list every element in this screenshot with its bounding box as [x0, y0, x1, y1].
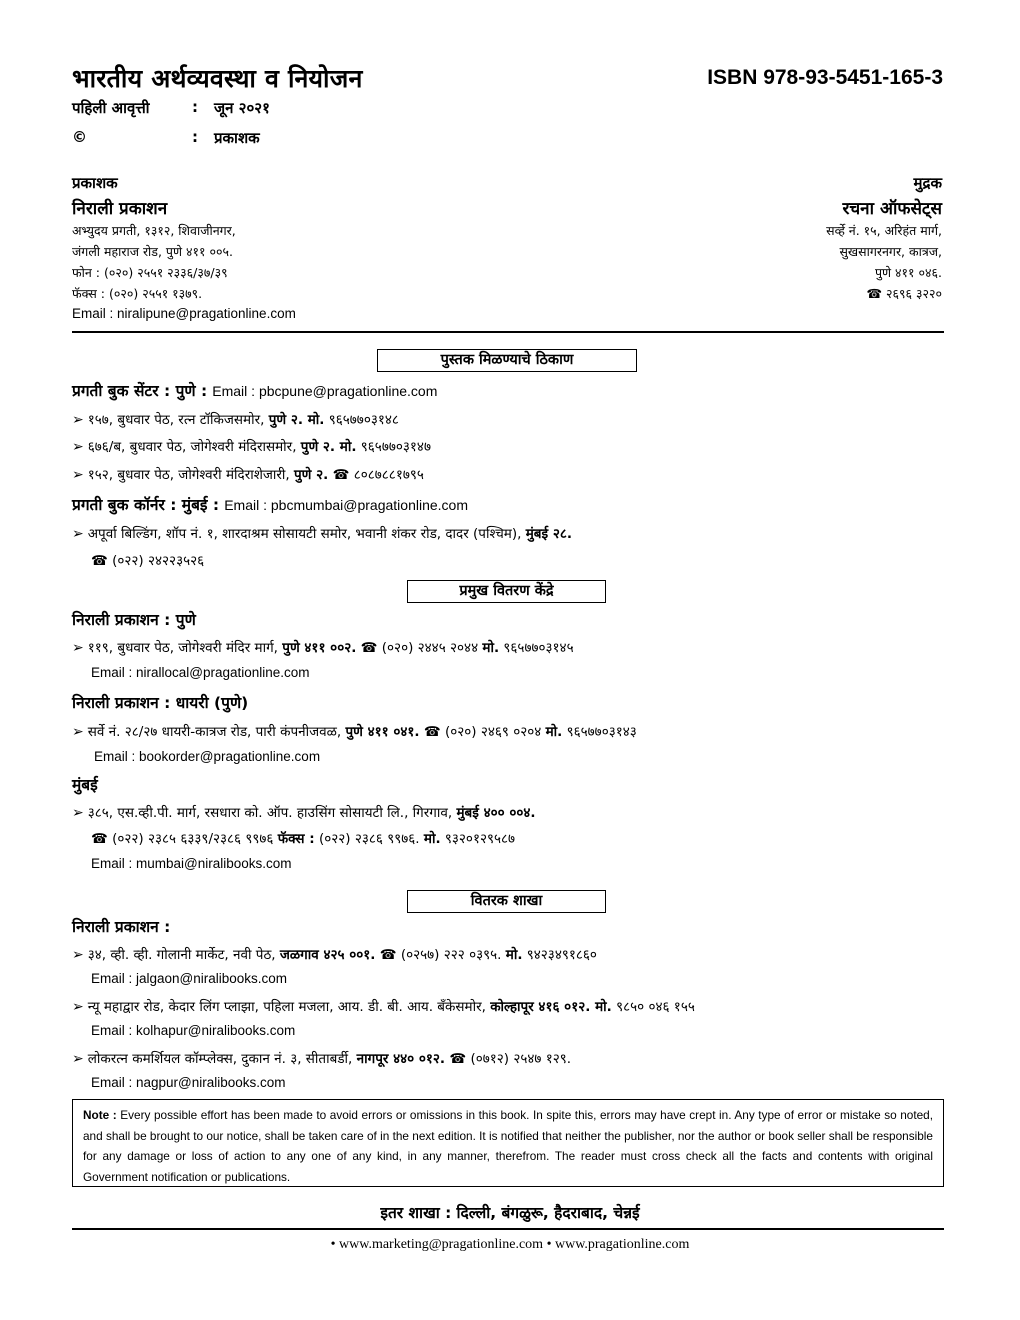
- item-rest: ९६५७७०३१४८: [324, 412, 399, 428]
- nagpur-email: Email : nagpur@niralibooks.com: [91, 1075, 286, 1090]
- item-mobile: ९६५७७०३१४५: [499, 640, 574, 656]
- publisher-name: निराली प्रकाशन: [72, 199, 168, 219]
- list-item: [72, 722, 637, 740]
- mumbai-title: मुंबई: [72, 776, 98, 794]
- printer-address-3: पुणे ४११ ०४६.: [874, 265, 942, 280]
- list-item: [72, 803, 536, 821]
- copyright-icon: ©: [72, 128, 87, 146]
- publisher-label: प्रकाशक: [72, 174, 118, 192]
- kolhapur-email: Email : kolhapur@niralibooks.com: [91, 1023, 296, 1038]
- list-item: [72, 945, 597, 963]
- publisher-email: Email : niralipune@pragationline.com: [72, 306, 296, 321]
- printer-address-1: सर्व्हे नं. १५, अरिहंत मार्ग,: [826, 223, 942, 238]
- mumbai-phone: ☎ (०२२) २३८५ ६३३९/२३८६ ९९७६: [91, 831, 278, 847]
- item-bold: कोल्हापूर ४१६ ०१२. मो.: [490, 999, 612, 1015]
- arrow-bullet-icon: ➢: [72, 1051, 84, 1067]
- item-bold: पुणे २. मो.: [268, 412, 325, 428]
- nirali-dhayari-email: Email : bookorder@pragationline.com: [94, 749, 321, 764]
- note-label: Note :: [83, 1108, 117, 1122]
- item-mobile: ९४२३४९१८६०: [522, 947, 597, 963]
- arrow-bullet-icon: ➢: [72, 526, 84, 542]
- distribution-heading-box: प्रमुख वितरण केंद्रे: [407, 580, 606, 603]
- item-text: १५७, बुधवार पेठ, रत्न टॉकिजसमोर,: [87, 412, 269, 428]
- item-rest: ☎ ८०८७८८१७९५: [328, 467, 424, 483]
- list-item: [72, 638, 574, 656]
- printer-phone: २६९६ ३२२०: [886, 286, 942, 301]
- book-title: भारतीय अर्थव्यवस्था व नियोजन: [72, 64, 363, 93]
- nirali-dhayari-title: निराली प्रकाशन : धायरी (पुणे): [72, 694, 249, 712]
- pragati-pune-heading: [72, 379, 437, 401]
- note-text: Every possible effort has been made to avoid errors or omissions in this book. In spite this, errors may have crept in. Any type of error or mistake so noted, and shall be brought to our notice, shall be taken care of in the next edition. It is notified that neither the publisher, nor the author or book seller shall be responsible for any damage or loss of action to any one of any kind, in any manner, therefrom. The reader must cross check all the facts and contents with original Government notification or publications.: [83, 1108, 933, 1184]
- list-item: [72, 997, 695, 1015]
- pragati-mumbai-phone: ☎ (०२२) २४२२३५२६: [91, 553, 205, 569]
- list-item: [72, 1049, 571, 1067]
- item-phone: ☎ (०७१२) २५४७ १२९.: [445, 1051, 572, 1067]
- mumbai-fax: (०२२) २३८६ ९९७६.: [314, 831, 424, 847]
- item-bold: मुंबई ४०० ००४.: [456, 805, 536, 821]
- disclaimer-note: [72, 1099, 944, 1187]
- pragati-mumbai-heading: [72, 493, 468, 515]
- mumbai-mobile: ९३२०१२९५८७: [440, 831, 516, 847]
- list-item: [72, 437, 431, 455]
- copyright-value: प्रकाशक: [214, 129, 260, 147]
- item-bold: मुंबई २८.: [525, 526, 572, 542]
- mobile-label: मो.: [423, 831, 441, 847]
- item-bold: पुणे ४११ ०४१.: [345, 724, 420, 740]
- pragati-pune-email: Email : pbcpune@pragationline.com: [212, 383, 438, 399]
- arrow-bullet-icon: ➢: [72, 640, 84, 656]
- item-bold: नागपूर ४४० ०१२.: [356, 1051, 446, 1067]
- availability-heading-box: पुस्तक मिळण्याचे ठिकाण: [377, 349, 637, 372]
- item-text: ६७६/ब, बुधवार पेठ, जोगेश्वरी मंदिरासमोर,: [87, 439, 301, 455]
- item-bold: जळगाव ४२५ ००१.: [279, 947, 376, 963]
- publisher-address-2: जंगली महाराज रोड, पुणे ४११ ००५.: [72, 244, 233, 259]
- item-bold: पुणे २. मो.: [300, 439, 357, 455]
- phone-icon: ☎: [866, 286, 883, 301]
- arrow-bullet-icon: ➢: [72, 999, 84, 1015]
- publisher-phone: फोन : (०२०) २५५१ २३३६/३७/३९: [72, 265, 228, 280]
- other-branches-label: इतर शाखा :: [380, 1204, 452, 1222]
- printer-phone-line: [866, 283, 942, 304]
- item-phone: ☎ (०२५७) २२२ ०३९५.: [375, 947, 506, 963]
- pragati-mumbai-title: प्रगती बुक कॉर्नर : मुंबई :: [72, 496, 220, 514]
- item-text: अपूर्वा बिल्डिंग, शॉप नं. १, शारदाश्रम सोसायटी समोर, भवानी शंकर रोड, दादर (पश्चिम),: [87, 526, 526, 542]
- branch-heading-box: वितरक शाखा: [407, 890, 606, 913]
- printer-address-2: सुखसागरनगर, कात्रज,: [839, 244, 942, 259]
- bottom-divider: [72, 1228, 944, 1230]
- branch-title: निराली प्रकाशन :: [72, 918, 171, 936]
- mumbai-email: Email : mumbai@niralibooks.com: [91, 856, 292, 871]
- fax-label: फॅक्स :: [277, 831, 315, 847]
- item-text: ११९, बुधवार पेठ, जोगेश्वरी मंदिर मार्ग,: [87, 640, 283, 656]
- item-text: १५२, बुधवार पेठ, जोगेश्वरी मंदिराशेजारी,: [87, 467, 295, 483]
- edition-sep: :: [192, 98, 198, 116]
- item-bold: पुणे ४११ ००२.: [282, 640, 357, 656]
- list-item: [72, 410, 399, 428]
- isbn: ISBN 978-93-5451-165-3: [707, 66, 943, 89]
- other-branches-list: दिल्ली, बंगळुरू, हैदराबाद, चेन्नई: [456, 1204, 640, 1222]
- item-text: ३४, व्ही. व्ही. गोलानी मार्केट, नवी पेठ,: [87, 947, 280, 963]
- item-bold: मो.: [505, 947, 523, 963]
- publisher-address-1: अभ्युदय प्रगती, १३१२, शिवाजीनगर,: [72, 223, 236, 238]
- pragati-mumbai-email: Email : pbcmumbai@pragationline.com: [224, 497, 468, 513]
- other-branches: [0, 1201, 1020, 1223]
- publisher-fax: फॅक्स : (०२०) २५५१ १३७९.: [72, 286, 203, 301]
- printer-label: मुद्रक: [913, 174, 942, 192]
- item-text: सर्वे नं. २८/२७ धायरी-कात्रज रोड, पारी कंपनीजवळ,: [87, 724, 346, 740]
- item-text: न्यू महाद्वार रोड, केदार लिंग प्लाझा, पहिला मजला, आय. डी. बी. आय. बँकेसमोर,: [87, 999, 491, 1015]
- item-phone: ९८५० ०४६ १५५: [611, 999, 695, 1015]
- item-phone: ☎ (०२०) २४४५ २०४४: [356, 640, 483, 656]
- item-rest: ९६५७७०३१४७: [356, 439, 431, 455]
- list-item: [72, 524, 572, 542]
- edition-value: जून २०२१: [214, 99, 270, 117]
- item-bold: पुणे २.: [294, 467, 329, 483]
- arrow-bullet-icon: ➢: [72, 724, 84, 740]
- copyright-sep: :: [192, 128, 198, 146]
- arrow-bullet-icon: ➢: [72, 947, 84, 963]
- arrow-bullet-icon: ➢: [72, 467, 84, 483]
- item-text: ३८५, एस.व्ही.पी. मार्ग, रसधारा को. ऑप. हाउसिंग सोसायटी लि., गिरगाव,: [87, 805, 457, 821]
- item-bold: मो.: [482, 640, 500, 656]
- item-bold: मो.: [545, 724, 563, 740]
- nirali-pune-email: Email : nirallocal@pragationline.com: [91, 665, 310, 680]
- nirali-pune-title: निराली प्रकाशन : पुणे: [72, 611, 196, 629]
- item-text: लोकरत्न कमर्शियल कॉम्प्लेक्स, दुकान नं. ३, सीताबर्डी,: [87, 1051, 357, 1067]
- pragati-pune-title: प्रगती बुक सेंटर : पुणे :: [72, 382, 208, 400]
- printer-name: रचना ऑफसेट्स: [842, 199, 942, 219]
- arrow-bullet-icon: ➢: [72, 439, 84, 455]
- item-mobile: ९६५७७०३१४३: [562, 724, 637, 740]
- footer-websites: • www.marketing@pragationline.com • www.pragationline.com: [330, 1237, 690, 1252]
- top-divider: [72, 331, 944, 333]
- edition-label: पहिली आवृत्ती: [72, 99, 150, 117]
- arrow-bullet-icon: ➢: [72, 412, 84, 428]
- mumbai-contact-line: [91, 829, 515, 847]
- jalgaon-email: Email : jalgaon@niralibooks.com: [91, 971, 288, 986]
- list-item: [72, 465, 424, 483]
- arrow-bullet-icon: ➢: [72, 805, 84, 821]
- item-phone: ☎ (०२०) २४६९ ०२०४: [419, 724, 546, 740]
